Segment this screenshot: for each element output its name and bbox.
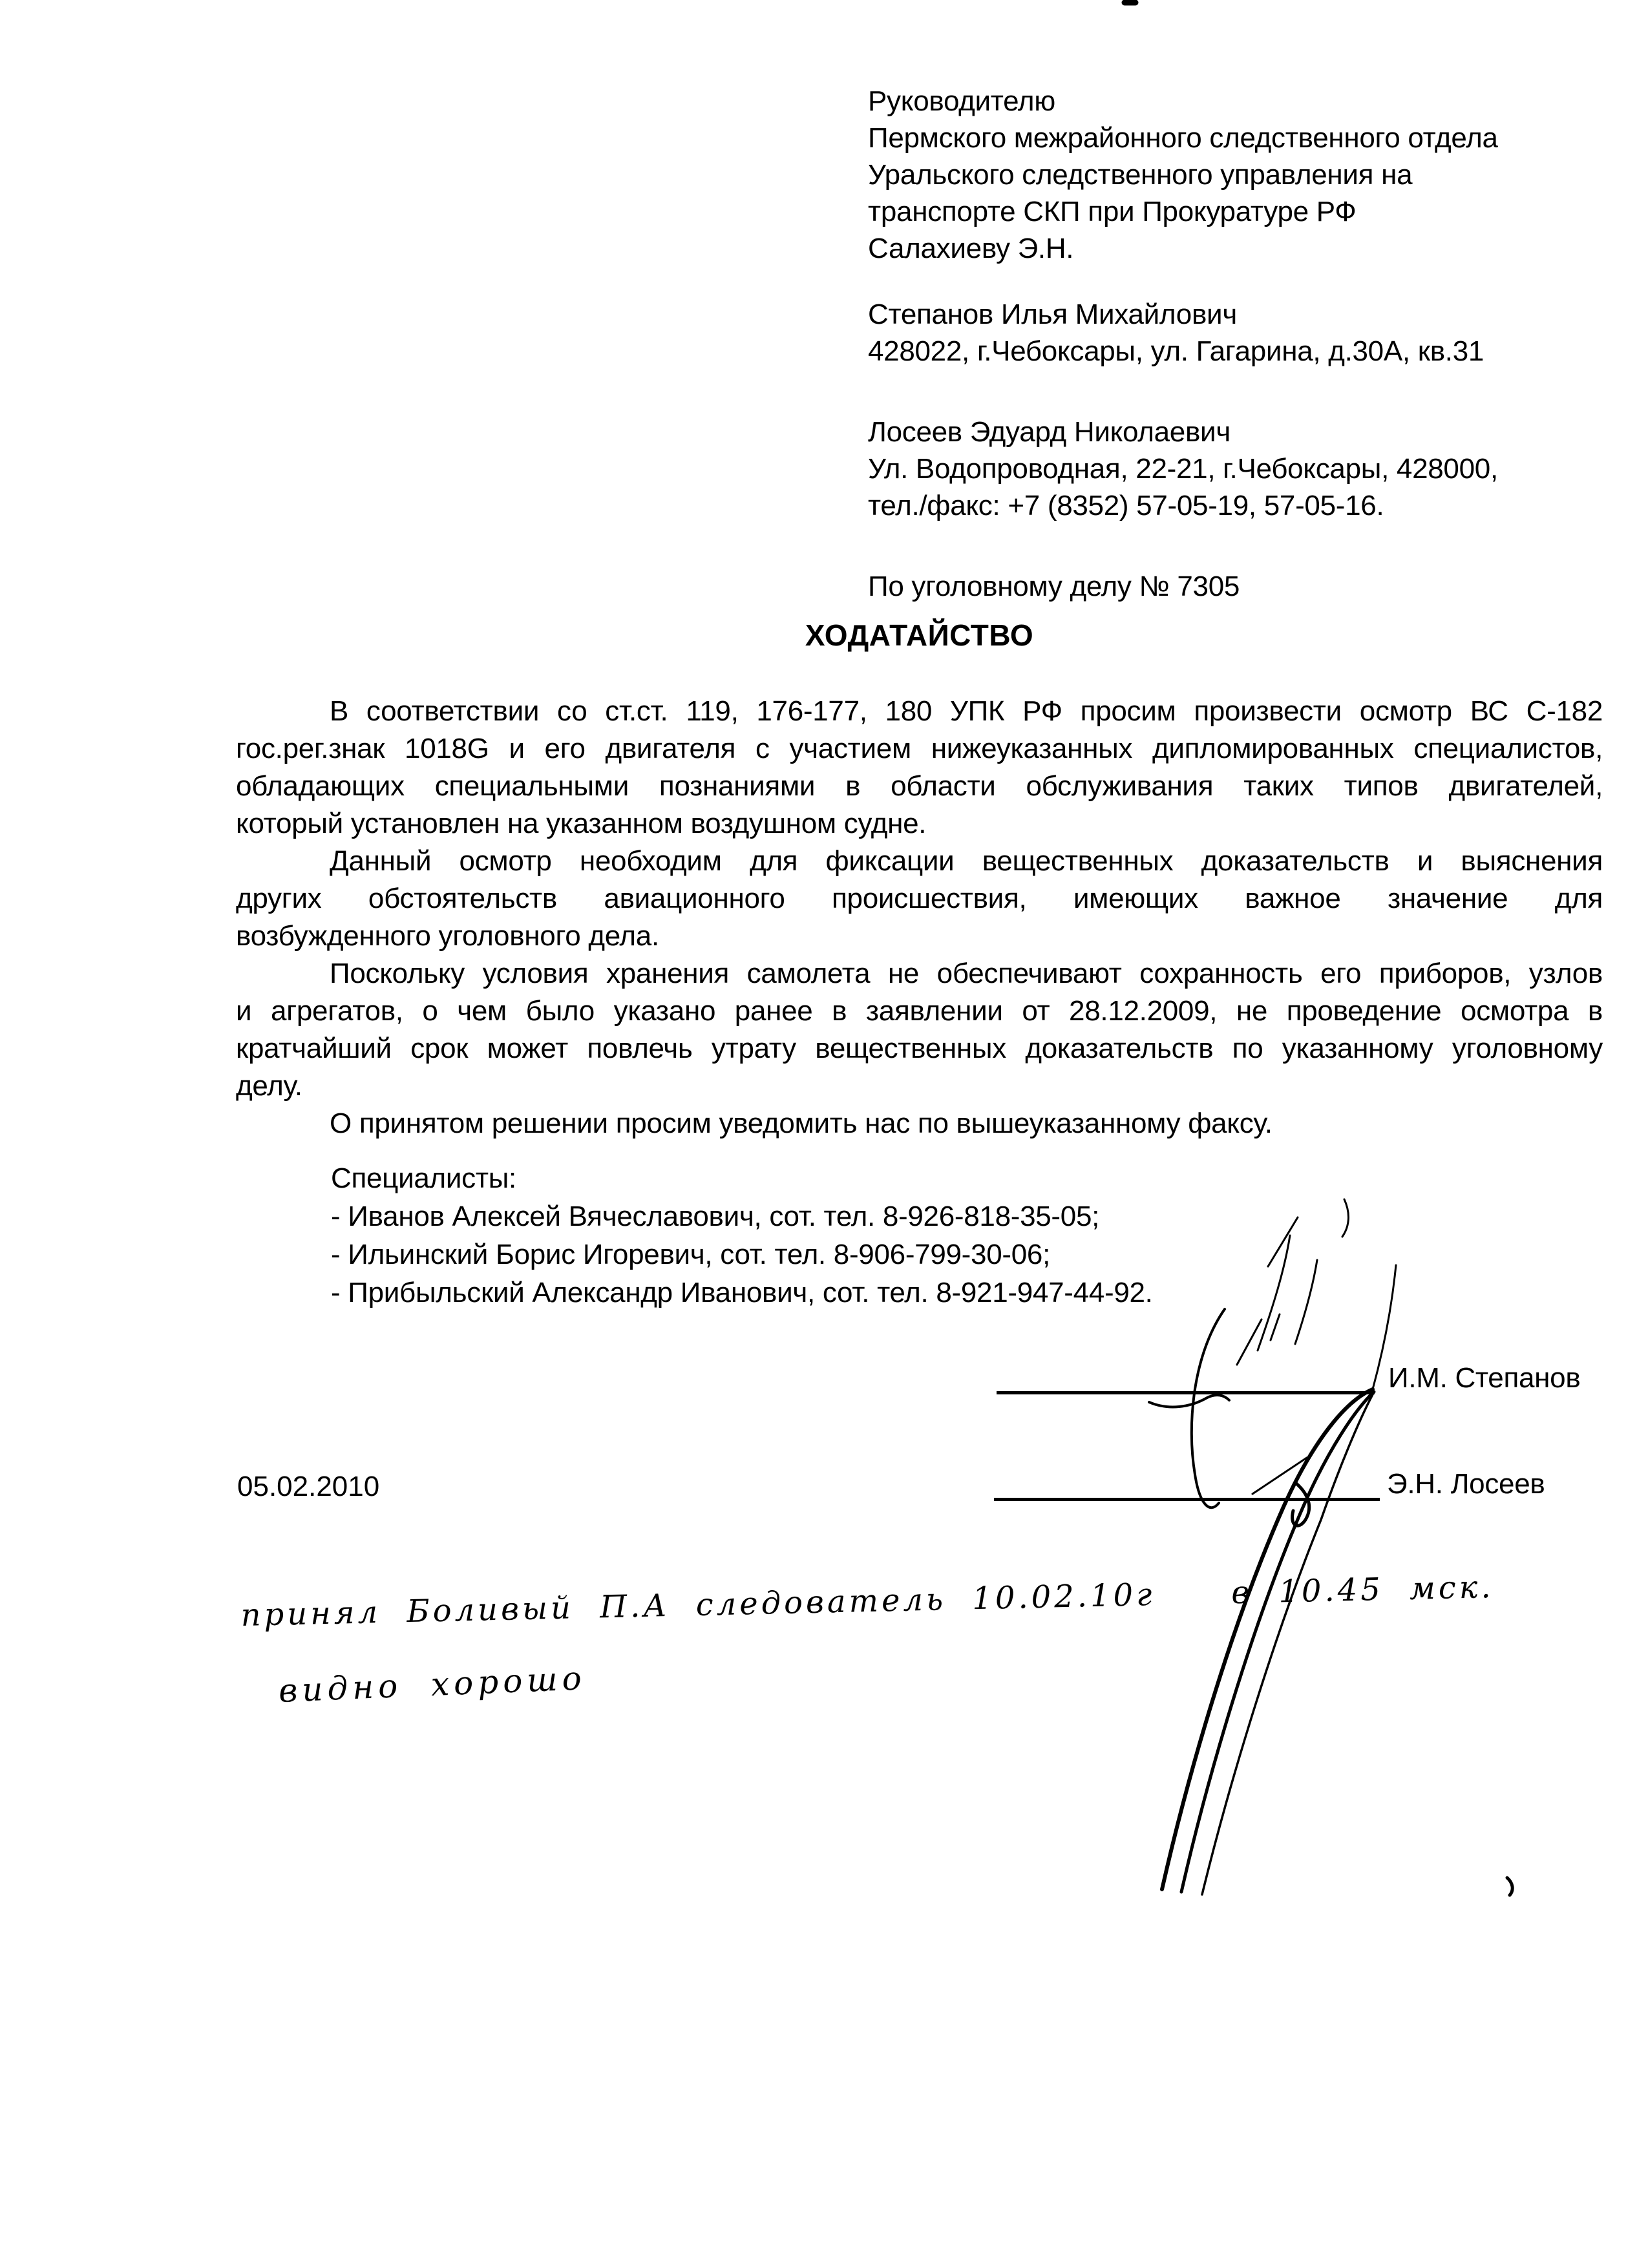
- body-line: кратчайший срок может повлечь утрату вещественных доказательств по указанному уголовному: [236, 1033, 1603, 1064]
- recipient-line: Уральского следственного управления на: [868, 159, 1413, 191]
- handwritten-note-line1: [240, 1567, 1566, 1633]
- handwritten-note-part1: принял Боливый П.А следователь 10.02.10г: [240, 1576, 1156, 1633]
- sender-phone-fax: тел./факс: +7 (8352) 57-05-19, 57-05-16.: [868, 490, 1384, 521]
- stepanov-signature-stroke: [1237, 1319, 1262, 1365]
- body-line: возбужденного уголовного дела.: [236, 920, 659, 952]
- body-line: В соответствии со ст.ст. 119, 176-177, 180 УПК РФ просим произвести осмотр ВС С-182: [330, 695, 1603, 727]
- sender-name: Лосеев Эдуард Николаевич: [868, 416, 1231, 448]
- document-body: [236, 693, 1603, 1142]
- specialist-item: - Прибыльский Александр Иванович, сот. тел. 8-921-947-44-92.: [331, 1277, 1153, 1308]
- body-line: который установлен на указанном воздушном судне.: [236, 808, 927, 839]
- signer2-name: Э.Н. Лосеев: [1387, 1468, 1545, 1500]
- sender-name: Степанов Илья Михайлович: [868, 299, 1237, 330]
- body-line: Данный осмотр необходим для фиксации вещественных доказательств и выяснения: [330, 845, 1603, 877]
- loseev-signature-stroke: [1181, 1392, 1374, 1892]
- loseev-signature-stroke: [1293, 1484, 1309, 1526]
- body-line: и агрегатов, о чем было указано ранее в заявлении от 28.12.2009, не проведение осмотра в: [236, 995, 1603, 1027]
- signer1-name: И.М. Степанов: [1388, 1362, 1581, 1394]
- paragraph-3: [236, 955, 1603, 1105]
- loseev-signature-stroke: [1202, 1394, 1373, 1895]
- case-reference: По уголовному делу № 7305: [868, 571, 1240, 602]
- recipient-block: [868, 83, 1618, 267]
- handwritten-note-line2: видно хорошо: [278, 1659, 587, 1710]
- body-line: обладающих специальными познаниями в области обслуживания таких типов двигателей,: [236, 770, 1603, 802]
- loseev-signature-stroke: [1162, 1389, 1373, 1889]
- stepanov-signature-stroke: [1149, 1395, 1229, 1407]
- loseev-signature-stroke: [1252, 1458, 1307, 1494]
- document-date: 05.02.2010: [237, 1471, 380, 1502]
- document-title: ХОДАТАЙСТВО: [805, 618, 1034, 652]
- specialist-item: - Ильинский Борис Игоревич, сот. тел. 8-906-799-30-06;: [331, 1239, 1050, 1270]
- sender-stepanov-block: [868, 296, 1618, 370]
- scan-artifact-bottom-mark: [1507, 1878, 1512, 1895]
- handwritten-note-part2: в 10.45 мск.: [1231, 1568, 1495, 1612]
- paragraph-1: [236, 693, 1603, 843]
- notify-line: О принятом решении просим уведомить нас по вышеуказанному факсу.: [330, 1108, 1273, 1139]
- recipient-line: транспорте СКП при Прокуратуре РФ: [868, 196, 1357, 227]
- paragraph-2: [236, 843, 1603, 955]
- body-line: других обстоятельств авиационного происшествия, имеющих важное значение для: [236, 883, 1603, 914]
- sender-address: Ул. Водопроводная, 22-21, г.Чебоксары, 428000,: [868, 453, 1498, 485]
- sender-address: 428022, г.Чебоксары, ул. Гагарина, д.30А, кв.31: [868, 335, 1484, 367]
- address-block: [868, 83, 1618, 605]
- recipient-line: Пермского межрайонного следственного отдела: [868, 122, 1498, 154]
- stepanov-signature-stroke: [1192, 1309, 1225, 1507]
- signature-line-loseev: [994, 1498, 1380, 1501]
- specialists-block: [331, 1159, 1559, 1312]
- stepanov-signature-stroke: [1271, 1314, 1280, 1340]
- sender-loseev-block: [868, 414, 1618, 524]
- body-line: Поскольку условия хранения самолета не обеспечивают сохранность его приборов, узлов: [330, 958, 1603, 989]
- specialists-heading: Специалисты:: [331, 1162, 516, 1194]
- body-line: делу.: [236, 1070, 302, 1102]
- paragraph-4: [236, 1105, 1603, 1142]
- recipient-line: Салахиеву Э.Н.: [868, 233, 1074, 264]
- specialist-item: - Иванов Алексей Вячеславович, сот. тел. 8-926-818-35-05;: [331, 1201, 1100, 1232]
- recipient-line: Руководителю: [868, 85, 1055, 117]
- body-line: гос.рег.знак 1018G и его двигателя с участием нижеуказанных дипломированных специалистов,: [236, 733, 1603, 764]
- signature-line-stepanov: [997, 1391, 1375, 1394]
